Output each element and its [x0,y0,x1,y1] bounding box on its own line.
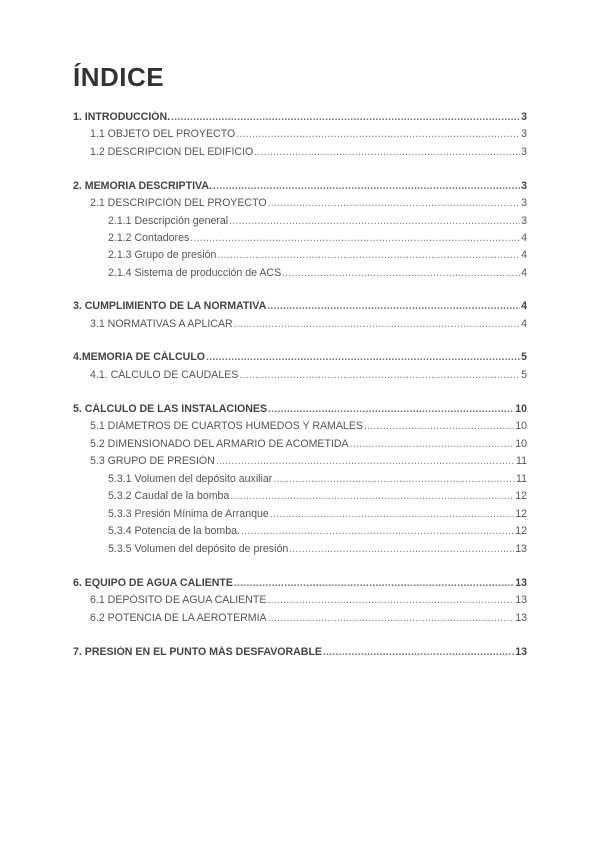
toc-leader-dots [230,490,514,502]
toc-leader-dots [217,249,520,261]
toc-entry[interactable] [73,646,527,658]
toc-entry[interactable] [73,300,527,312]
toc-entry[interactable] [73,180,527,192]
toc-entry[interactable] [90,318,527,330]
toc-leader-dots [267,300,520,312]
toc-entry[interactable] [90,369,527,381]
toc-leader-dots [364,420,514,432]
toc-leader-dots [267,594,514,606]
toc-entry-label: 5.3.2 Caudal de la bomba [108,490,230,502]
toc-entry[interactable] [73,403,527,415]
toc-leader-dots [236,128,520,140]
toc-entry-label: 5.3 GRUPO DE PRESIÓN [90,455,215,467]
toc-entry-label: 2.1 DESCRIPCIÓN DEL PROYECTO [90,197,267,209]
toc-entry-page: 13 [515,646,527,658]
toc-entry-page: 12 [515,508,527,520]
toc-leader-dots [268,612,515,624]
toc-entry-page: 3 [521,128,527,140]
toc-entry-label: 5.2 DIMENSIONADO DEL ARMARIO DE ACOMETIDA [90,438,349,450]
toc-entry[interactable] [108,525,527,537]
toc-leader-dots [239,369,520,381]
toc-entry-label: 7. PRESIÓN EN EL PUNTO MÁS DESFAVORABLE [73,646,322,658]
toc-entry-label: 5.3.1 Volumen del depósito auxiliar [108,473,273,485]
toc-leader-dots [268,403,514,415]
toc-entry-label: 1. INTRODUCCIÓN. [73,111,171,123]
toc-entry-page: 13 [515,612,527,624]
toc-entry-label: 2.1.2 Contadores [108,232,190,244]
toc-leader-dots [241,525,514,537]
toc-entry-label: 2.1.4 Sistema de producción de ACS [108,267,282,279]
toc-entry-label: 4.MEMORIA DE CÁLCULO [73,351,206,363]
toc-entry-page: 13 [515,543,527,555]
toc-leader-dots [323,646,514,658]
toc-entry-page: 11 [516,473,527,485]
toc-leader-dots [289,543,514,555]
toc-entry[interactable] [90,420,527,432]
toc-entry-page: 10 [515,438,527,450]
toc-entry-label: 6.2 POTENCIA DE LA AEROTERMIA [90,612,267,624]
toc-entry[interactable] [90,128,527,140]
toc-entry[interactable] [90,455,527,467]
toc-entry-label: 1.1 OBJETO DEL PROYECTO [90,128,236,140]
toc-entry-label: 2.1.1 Descripción general [108,215,229,227]
toc-entry-label: 1.2 DESCRIPCIÓN DEL EDIFICIO [90,146,254,158]
toc-leader-dots [213,180,520,192]
toc-entry[interactable] [108,249,527,261]
toc-entry-page: 5 [521,351,527,363]
toc-entry-label: 5.3.4 Potencia de la bomba. [108,525,240,537]
page-title: ÍNDICE [73,62,165,92]
toc-entry-page: 10 [515,403,527,415]
toc-entry[interactable] [90,594,527,606]
toc-leader-dots [171,111,520,123]
toc-entry[interactable] [73,577,527,589]
toc-entry[interactable] [108,543,527,555]
toc-entry-page: 4 [521,249,527,261]
toc-leader-dots [270,508,514,520]
toc-leader-dots [190,232,520,244]
toc-entry-label: 5. CÁLCULO DE LAS INSTALACIONES [73,403,268,415]
toc-leader-dots [234,318,520,330]
toc-entry-label: 3. CUMPLIMIENTO DE LA NORMATIVA [73,300,267,312]
toc-entry-page: 4 [521,232,527,244]
toc-entry-label: 5.1 DIÁMETROS DE CUARTOS HÚMEDOS Y RAMALES [90,420,363,432]
toc-leader-dots [229,215,520,227]
toc-entry-label: 6. EQUIPO DE AGUA CALIENTE [73,577,233,589]
toc-entry-page: 4 [521,318,527,330]
toc-entry-label: 2.1.3 Grupo de presión [108,249,217,261]
toc-entry-page: 13 [515,594,527,606]
toc-entry[interactable] [108,473,527,485]
toc-entry[interactable] [73,111,527,123]
toc-entry-page: 3 [521,197,527,209]
toc-entry-label: 5.3.3 Presión Mínima de Arranque [108,508,269,520]
toc-entry-label: 5.3.5 Volumen del depósito de presión [108,543,289,555]
toc-entry-page: 5 [521,369,527,381]
toc-leader-dots [273,473,515,485]
toc-leader-dots [350,438,515,450]
toc-entry-label: 2. MEMORIA DESCRIPTIVA. [73,180,212,192]
toc-entry[interactable] [108,232,527,244]
toc-entry[interactable] [90,146,527,158]
toc-entry-label: 4.1. CÁLCULO DE CAUDALES [90,369,239,381]
toc-entry-page: 3 [521,215,527,227]
toc-entry-label: 6.1 DEPÓSITO DE AGUA CALIENTE [90,594,267,606]
toc-entry-page: 12 [515,490,527,502]
toc-entry-page: 3 [521,146,527,158]
toc-leader-dots [268,197,520,209]
toc-entry[interactable] [90,612,527,624]
toc-leader-dots [206,351,520,363]
toc-entry-page: 3 [521,180,527,192]
toc-entry-page: 11 [516,455,527,467]
toc-leader-dots [282,267,520,279]
toc-entry[interactable] [108,215,527,227]
toc-leader-dots [234,577,514,589]
toc-leader-dots [216,455,515,467]
toc-entry-page: 4 [521,267,527,279]
toc-entry[interactable] [90,197,527,209]
toc-entry[interactable] [108,490,527,502]
toc-entry-page: 3 [521,111,527,123]
toc-entry[interactable] [90,438,527,450]
toc-entry[interactable] [108,508,527,520]
toc-entry-page: 13 [515,577,527,589]
toc-entry-label: 3.1 NORMATIVAS A APLICAR [90,318,233,330]
toc-entry-page: 10 [515,420,527,432]
toc-entry[interactable] [108,267,527,279]
toc-entry[interactable] [73,351,527,363]
toc-leader-dots [254,146,520,158]
toc-entry-page: 4 [521,300,527,312]
toc-entry-page: 12 [515,525,527,537]
